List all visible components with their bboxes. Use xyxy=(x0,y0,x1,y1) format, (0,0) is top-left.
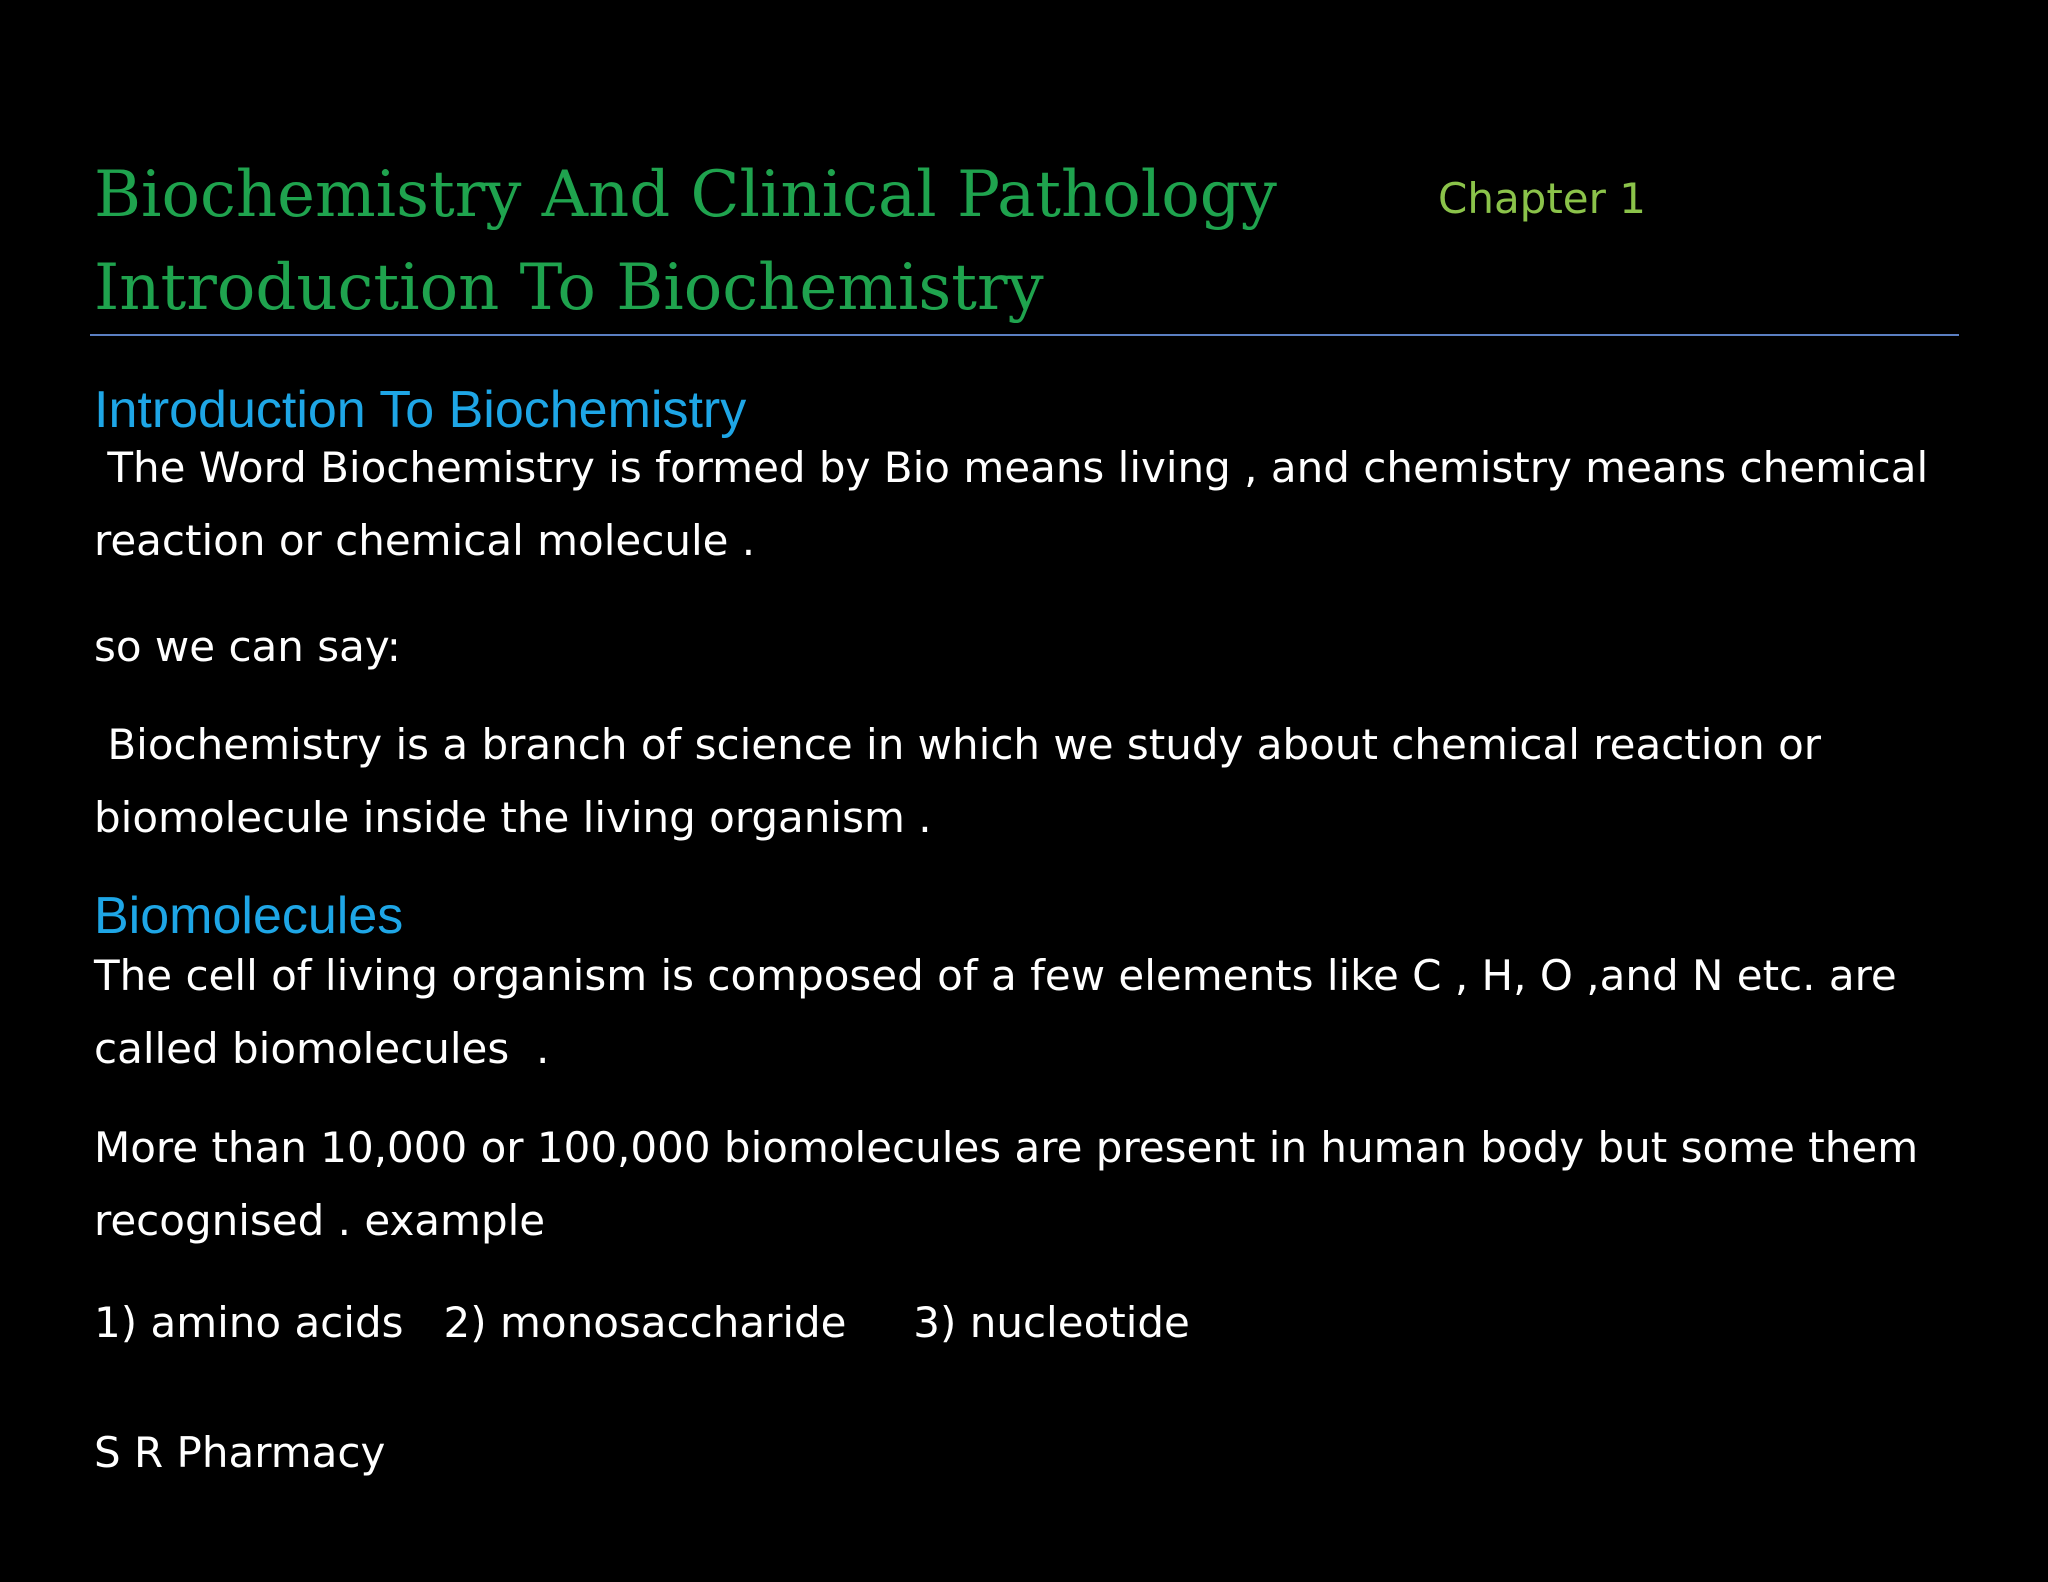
definition-line-1: Biochemistry is a branch of science in which we study about chemical reaction or xyxy=(94,720,1822,769)
section-heading-introduction: Introduction To Biochemistry xyxy=(94,381,747,439)
intro-lead-in: so we can say: xyxy=(94,622,401,671)
slide-title-line-2: Introduction To Biochemistry xyxy=(94,251,1044,325)
count-paragraph-line-2: recognised . example xyxy=(94,1196,546,1245)
footer-credit: S R Pharmacy xyxy=(94,1428,386,1477)
chapter-label: Chapter 1 xyxy=(1438,174,1646,223)
biomolecules-paragraph-line-1: The cell of living organism is composed of a few elements like C , H, O ,and N etc. are xyxy=(94,951,1897,1000)
intro-paragraph-line-1: The Word Biochemistry is formed by Bio means living , and chemistry means chemical xyxy=(94,443,1929,492)
count-paragraph-line-1: More than 10,000 or 100,000 biomolecules are present in human body but some them xyxy=(94,1123,1919,1172)
header-divider xyxy=(90,334,1959,336)
section-heading-biomolecules: Biomolecules xyxy=(94,887,404,945)
slide-title-line-1: Biochemistry And Clinical Pathology xyxy=(94,158,1277,232)
examples-list: 1) amino acids 2) monosaccharide 3) nucleotide xyxy=(94,1298,1190,1347)
biomolecules-paragraph-line-2: called biomolecules . xyxy=(94,1024,550,1073)
intro-paragraph-line-2: reaction or chemical molecule . xyxy=(94,516,756,565)
definition-line-2: biomolecule inside the living organism . xyxy=(94,793,932,842)
